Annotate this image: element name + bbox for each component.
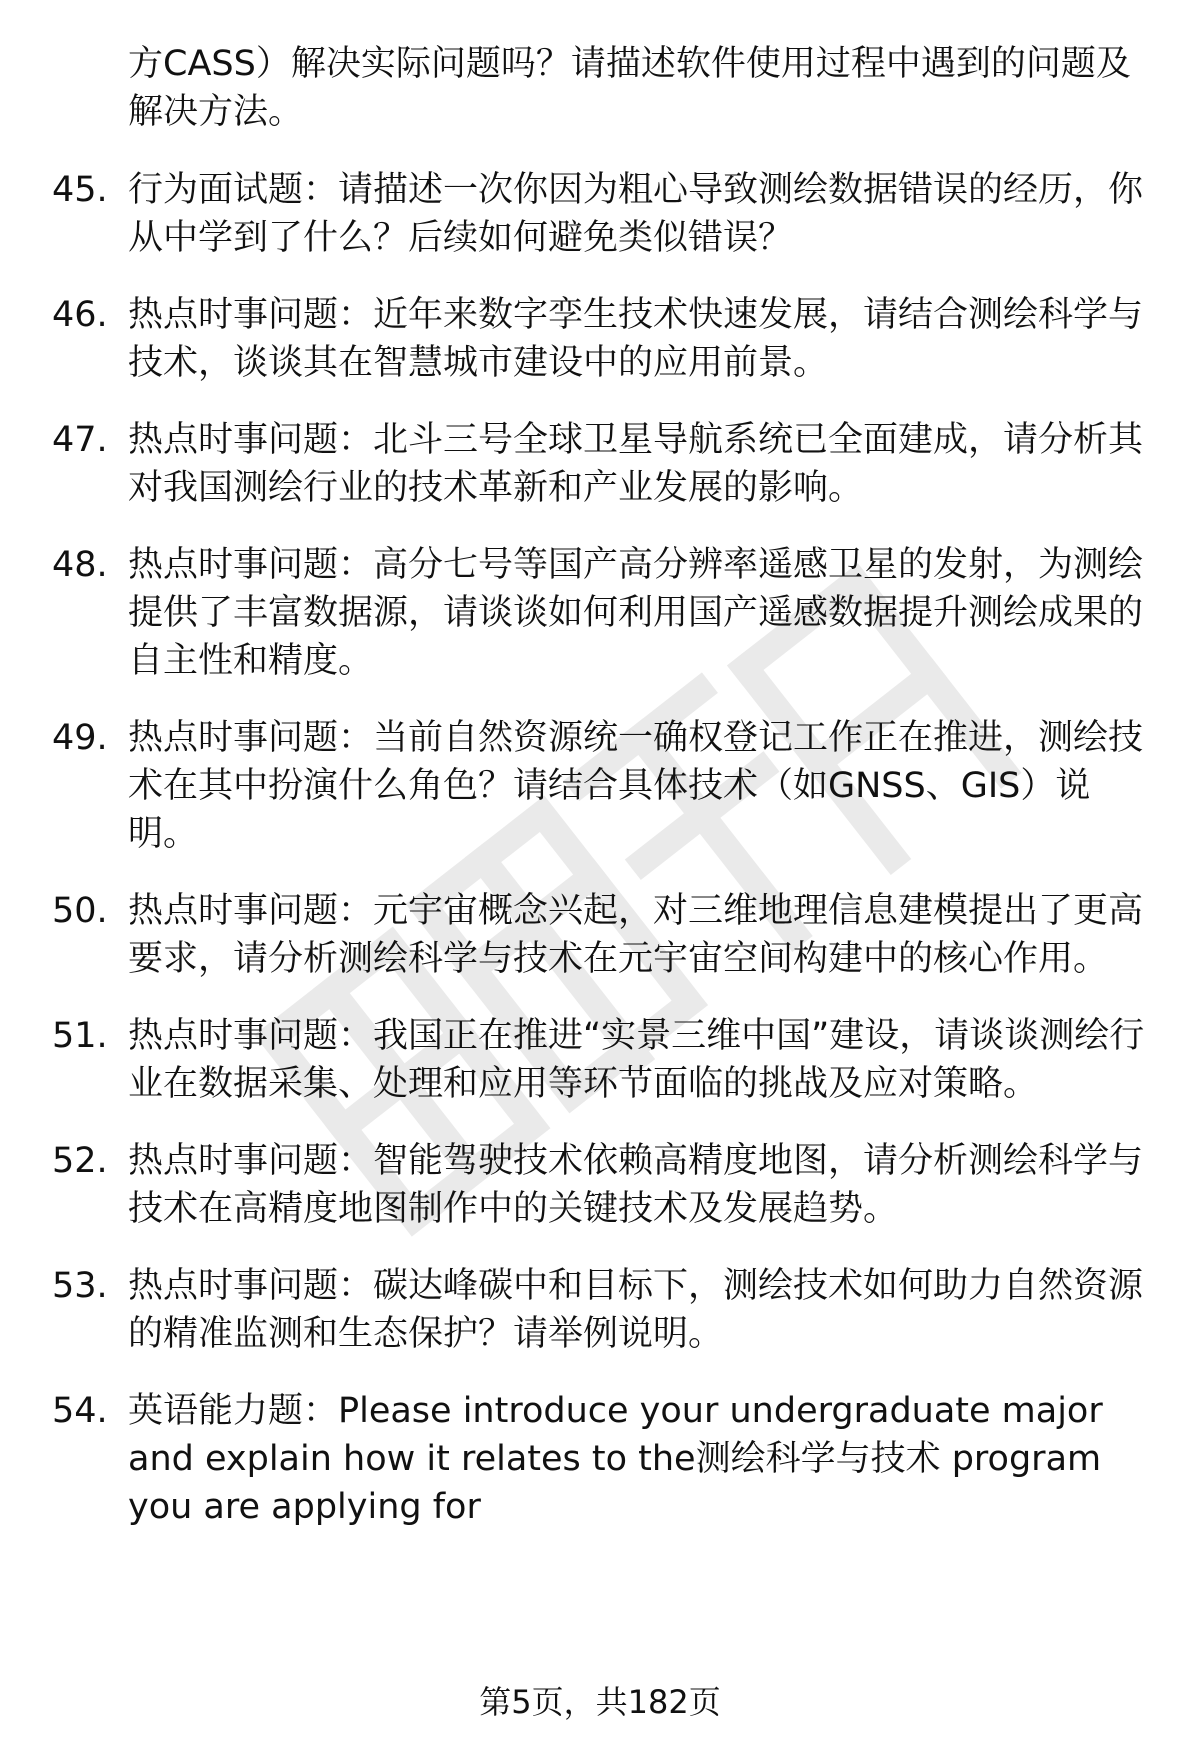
list-item bbox=[0, 887, 1158, 983]
question-text: 热点时事问题：高分七号等国产高分辨率遥感卫星的发射，为测绘提供了丰富数据源，请谈谈如何利用国产遥感数据提升测绘成果的自主性和精度。 bbox=[128, 545, 1144, 681]
list-item bbox=[0, 291, 1158, 387]
question-44-continuation: 方CASS）解决实际问题吗？请描述软件使用过程中遇到的问题及解决方法。 bbox=[128, 44, 1131, 132]
question-text: 热点时事问题：当前自然资源统一确权登记工作正在推进，测绘技术在其中扮演什么角色？请结合具体技术（如GNSS、GIS）说明。 bbox=[128, 718, 1144, 854]
list-item bbox=[0, 1262, 1158, 1358]
question-text: 热点时事问题：元宇宙概念兴起，对三维地理信息建模提出了更高要求，请分析测绘科学与技术在元宇宙空间构建中的核心作用。 bbox=[128, 891, 1144, 979]
question-text: 热点时事问题：近年来数字孪生技术快速发展，请结合测绘科学与技术，谈谈其在智慧城市建设中的应用前景。 bbox=[128, 295, 1144, 383]
question-text: 英语能力题：Please introduce your undergraduate major and explain how it relates to the测绘科学与技术 program you are applying for bbox=[128, 1391, 1103, 1527]
question-number: 54. bbox=[52, 1391, 108, 1431]
document-body bbox=[0, 40, 1200, 1560]
question-number: 47. bbox=[52, 420, 108, 460]
question-text: 热点时事问题：碳达峰碳中和目标下，测绘技术如何助力自然资源的精准监测和生态保护？请举例说明。 bbox=[128, 1266, 1144, 1354]
question-number: 52. bbox=[52, 1141, 108, 1181]
question-text: 热点时事问题：北斗三号全球卫星导航系统已全面建成，请分析其对我国测绘行业的技术革新和产业发展的影响。 bbox=[128, 420, 1144, 508]
list-item bbox=[0, 541, 1158, 685]
question-text: 热点时事问题：智能驾驶技术依赖高精度地图，请分析测绘科学与技术在高精度地图制作中的关键技术及发展趋势。 bbox=[128, 1141, 1144, 1229]
list-item bbox=[0, 1137, 1158, 1233]
list-item bbox=[0, 714, 1158, 858]
page-footer: 第5页，共182页 bbox=[479, 1683, 721, 1721]
list-item bbox=[0, 166, 1158, 262]
question-number: 50. bbox=[52, 891, 108, 931]
question-number: 51. bbox=[52, 1016, 108, 1056]
question-text: 行为面试题：请描述一次你因为粗心导致测绘数据错误的经历，你从中学到了什么？后续如何避免类似错误？ bbox=[128, 170, 1144, 258]
list-item bbox=[0, 1012, 1158, 1108]
question-number: 48. bbox=[52, 545, 108, 585]
question-number: 49. bbox=[52, 718, 108, 758]
question-number: 46. bbox=[52, 295, 108, 335]
question-number: 53. bbox=[52, 1266, 108, 1306]
list-item bbox=[0, 416, 1158, 512]
question-number: 45. bbox=[52, 170, 108, 210]
list-item bbox=[0, 1387, 1158, 1531]
question-list bbox=[0, 166, 1200, 1531]
question-text: 热点时事问题：我国正在推进“实景三维中国”建设，请谈谈测绘行业在数据采集、处理和应用等环节面临的挑战及应对策略。 bbox=[128, 1016, 1145, 1104]
